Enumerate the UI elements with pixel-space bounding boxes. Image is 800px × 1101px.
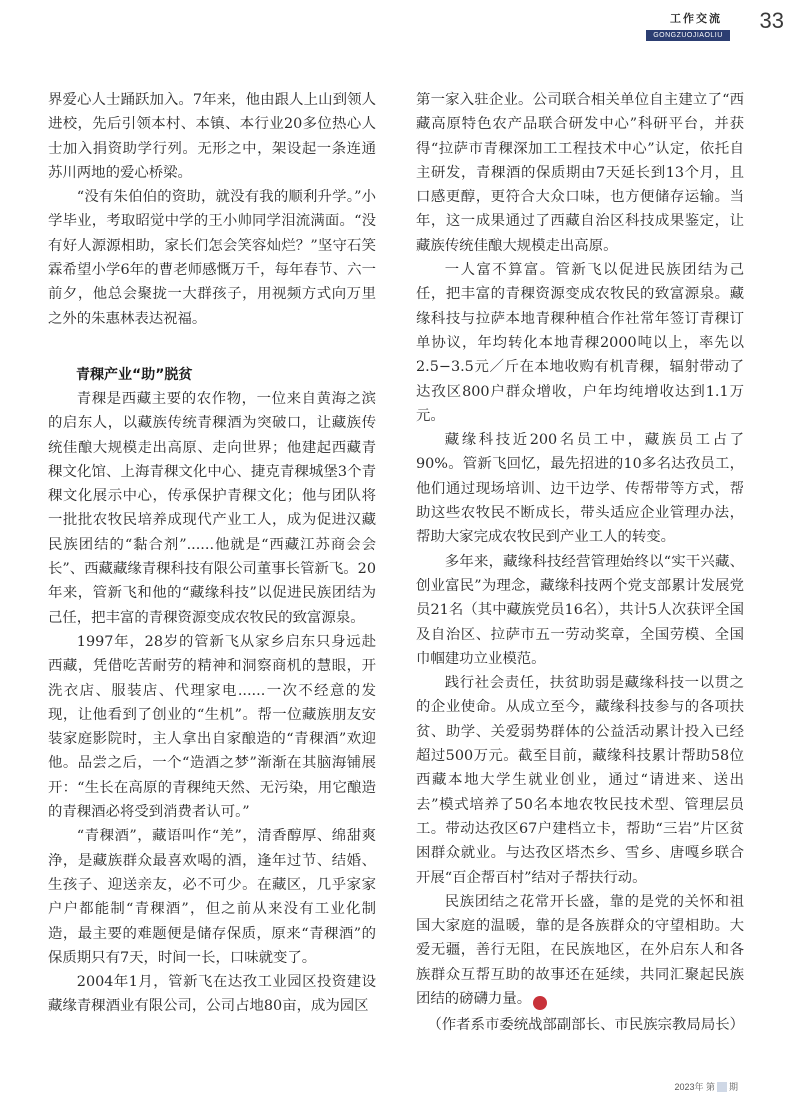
paragraph: 2004年1月，管新飞在达孜工业园区投资建设藏缘青稞酒业有限公司，公司占地80亩，成为园区 [48,974,376,1015]
paragraph: “没有朱伯伯的资助，就没有我的顺利升学。”小学毕业，考取昭觉中学的王小帅同学泪流满面。“没有好人源源相助，家长们怎会笑容灿烂？”坚守石笑霖希望小学6年的曹老师感慨万千，每年春节、六一前夕，他总会聚拢一大群孩子，用视频方式向万里之外的朱惠林表达祝福。 [48,189,376,327]
left-column [48,88,376,1019]
footer-issue-suffix: 期 [728,1082,738,1092]
column-subtitle: GONGZUOJIAOLIU [646,30,730,41]
paragraph: 一人富不算富。管新飞以促进民族团结为己任，把丰富的青稞资源变成农牧民的致富源泉。藏缘科技与拉萨本地青稞种植合作社常年签订青稞订单协议，年均转化本地青稞2000吨以上，率先以2.5−3.5元／斤在本地收购有机青稞，辐射带动了达孜区800户群众增收，户年均纯增收达到1.1万元。 [416,262,744,424]
paragraph: 践行社会责任，扶贫助弱是藏缘科技一以贯之的企业使命。从成立至今，藏缘科技参与的各项扶贫、助学、关爱弱势群体的公益活动累计投入已经超过500万元。截至目前，藏缘科技累计帮助58位西藏本地大学生就业创业，通过“请进来、送出去”模式培养了50名本地农牧民技术型、管理层员工。带动达孜区67户建档立卡，帮助“三岩”片区贫困群众就业。与达孜区塔杰乡、雪乡、唐嘎乡联合开展“百企帮百村”结对子帮扶行动。 [416,675,744,886]
section-heading: 青稞产业“助”脱贫 [76,366,193,383]
page-number: 33 [759,8,784,33]
paragraph: 青稞是西藏主要的农作物，一位来自黄海之滨的启东人，以藏族传统青稞酒为突破口，让藏族传统佳酿大规模走出高原、走向世界；他建起西藏青稞文化馆、上海青稞文化中心、捷克青稞城堡3个青稞文化展示中心，传承保护青稞文化；他与团队将一批批农牧民培养成现代产业工人，成为促进汉藏民族团结的“黏合剂”......他就是“西藏江苏商会会长”、西藏藏缘青稞科技有限公司董事长管新飞。20年来，管新飞和他的“藏缘科技”以促进民族团结为己任，把丰富的青稞资源变成农牧民的致富源泉。 [48,390,376,626]
final-paragraph [416,890,744,1011]
paragraph: “青稞酒”，藏语叫作“羌”，清香醇厚、绵甜爽浄，是藏族群众最喜欢喝的酒，逢年过节、结婚、生孩子、迎送亲友，必不可少。在藏区，几乎家家户户都能制“青稞酒”，但之前从来没有工业化制造，最主要的难题便是储存保质，原来“青稞酒”的保质期只有7天，时间一长，口味就变了。 [48,828,376,966]
paragraph: 1997年，28岁的管新飞从家乡启东只身远赴西藏，凭借吃苦耐劳的精神和洞察商机的慧眼，开洗衣店、服装店、代理家电......一次不经意的发现，让他看到了创业的“生机”。帮一位藏族朋友安装家庭影院时，主人拿出自家酿造的“青稞酒”欢迎他。品尝之后，一个“造酒之梦”渐渐在其脑海铺展开：“生长在高原的青稞纯天然、无污染，用它酿造的青稞酒必将受到消费者认可。” [48,633,376,821]
footer-year: 2023年 第 [674,1082,715,1092]
column-title: 工作交流 [670,12,722,25]
page-footer [674,1080,738,1093]
paragraph: 第一家入驻企业。公司联合相关单位自主建立了“西藏高原特色农产品联合研发中心”科研平台，并获得“拉萨市青稞深加工工程技术中心”认定，依托自主研发，青稞酒的保质期由7天延长到13个月，且口感更醇，更符合大众口味，也方便储存运输。当年，这一成果通过了西藏自治区科技成果鉴定，让藏族传统佳酿大规模走出高原。 [416,92,744,254]
paragraph: 多年来，藏缘科技经营管理始终以“实干兴藏、创业富民”为理念，藏缘科技两个党支部累计发展党员21名（其中藏族党员16名），共计5人次获评全国及自治区、拉萨市五一劳动奖章，全国劳模、全国巾帼建功立业模范。 [416,553,744,667]
paragraph-text: 民族团结之花常开长盛，靠的是党的关怀和祖国大家庭的温暖，靠的是各族群众的守望相助。大爱无疆，善行无阻，在民族地区，在外启东人和各族群众互帮互助的故事还在延续，共同汇聚起民族团结的磅礴力量。 [416,893,744,1007]
page-header [628,10,738,40]
issue-number-box [717,1082,727,1092]
paragraph: 界爱心人士踊跃加入。7年来，他由跟人上山到领人进校，先后引领本村、本镇、本行业20多位热心人士加入捐资助学行列。无形之中，架设起一条连通苏川两地的爱心桥梁。 [48,92,376,181]
end-mark-seal-icon: 终 [533,996,547,1010]
right-column [416,88,744,1038]
author-note: （作者系市委统战部副部长、市民族宗教局局长） [427,1017,744,1034]
paragraph: 藏缘科技近200名员工中，藏族员工占了90%。管新飞回忆，最先招进的10多名达孜员工，他们通过现场培训、边干边学、传帮带等方式，帮助这些农牧民不断成长，带头适应企业管理办法，帮助大家完成农牧民到产业工人的转变。 [416,432,744,546]
